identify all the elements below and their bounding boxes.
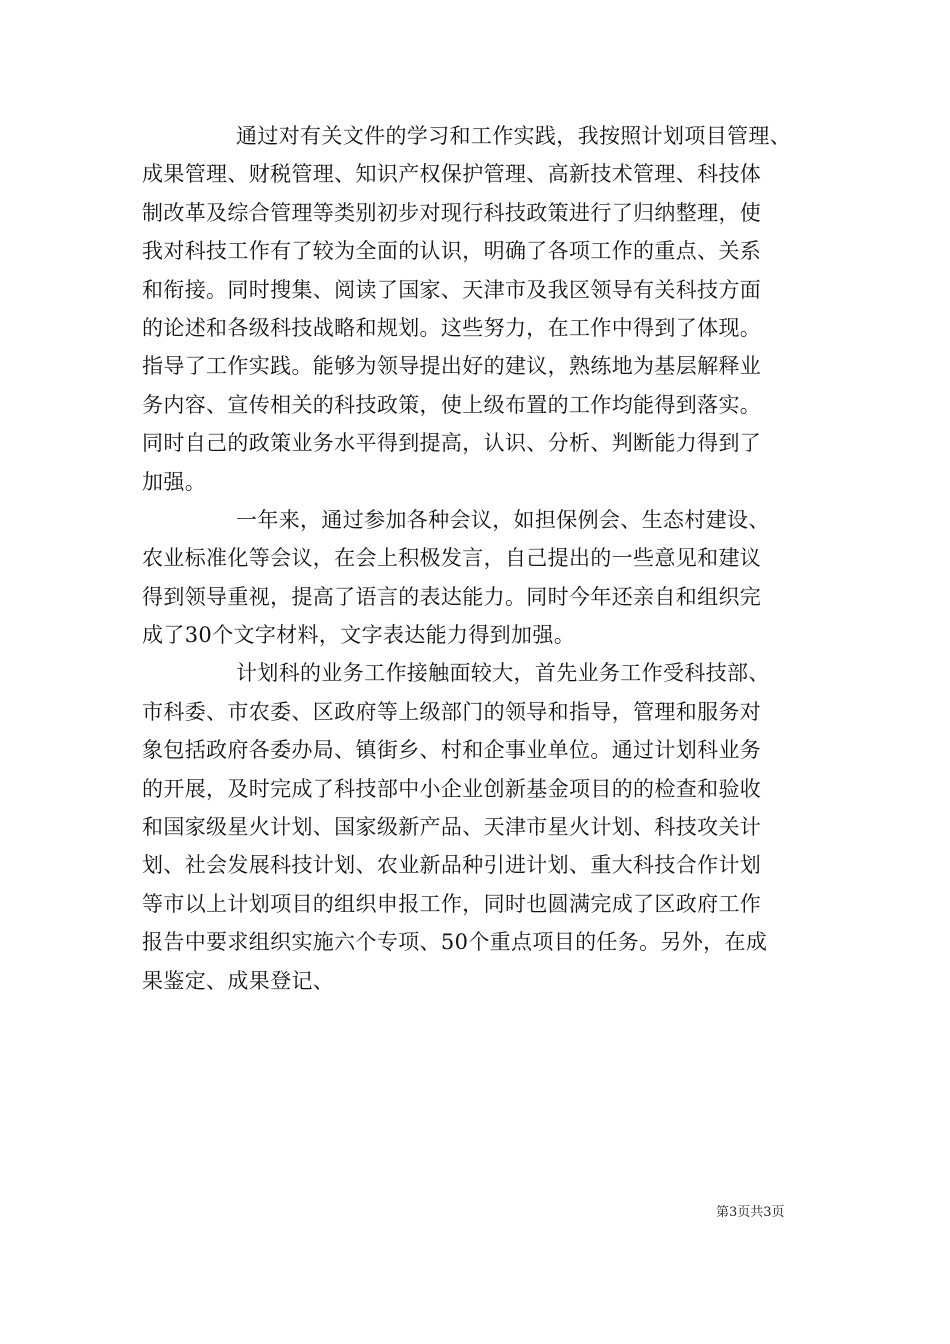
paragraph-2-line-3: 得到领导重视，提高了语言的表达能力。同时今年还亲自和组织完 bbox=[142, 584, 762, 609]
paragraph-1-line-1: 通过对有关文件的学习和工作实践，我按照计划项目管理、 bbox=[236, 124, 792, 148]
paragraph-1-line-5: 和衔接。同时搜集、阅读了国家、天津市及我区领导有关科技方面 bbox=[142, 277, 762, 302]
paragraph-3-line-5: 和国家级星火计划、国家级新产品、天津市星火计划、科技攻关计 bbox=[142, 815, 762, 840]
paragraph-3-line-6: 划、社会发展科技计划、农业新品种引进计划、重大科技合作计划 bbox=[142, 853, 762, 878]
paragraph-1-line-7: 指导了工作实践。能够为领导提出好的建议，熟练地为基层解释业 bbox=[142, 354, 762, 379]
paragraph-1-line-6: 的论述和各级科技战略和规划。这些努力，在工作中得到了体现。 bbox=[142, 315, 762, 340]
paragraph-2-line-2: 农业标准化等会议，在会上积极发言，自己提出的一些意见和建议 bbox=[142, 546, 762, 571]
paragraph-1-line-2: 成果管理、财税管理、知识产权保护管理、高新技术管理、科技体 bbox=[142, 162, 762, 187]
document-body bbox=[142, 117, 810, 1000]
paragraph-3-line-7: 等市以上计划项目的组织申报工作，同时也圆满完成了区政府工作 bbox=[142, 891, 762, 916]
paragraph-3-line-9: 果鉴定、成果登记、 bbox=[142, 968, 335, 993]
paragraph-3-line-3: 象包括政府各委办局、镇街乡、村和企事业单位。通过计划科业务 bbox=[142, 738, 762, 763]
paragraph-3-line-8: 报告中要求组织实施六个专项、50个重点项目的任务。另外，在成 bbox=[142, 930, 768, 955]
paragraph-2-line-1: 一年来，通过参加各种会议，如担保例会、生态村建设、 bbox=[236, 507, 770, 532]
paragraph-3-line-1: 计划科的业务工作接触面较大，首先业务工作受科技部、 bbox=[236, 661, 770, 686]
paragraph-1-line-3: 制改革及综合管理等类别初步对现行科技政策进行了归纳整理，使 bbox=[142, 200, 762, 225]
paragraph-1-line-8: 务内容、宣传相关的科技政策，使上级布置的工作均能得到落实。 bbox=[142, 392, 762, 417]
paragraph-3-line-4: 的开展，及时完成了科技部中小企业创新基金项目的的检查和验收 bbox=[142, 776, 762, 801]
paragraph-2-line-4: 成了30个文字材料，文字表达能力得到加强。 bbox=[142, 623, 576, 648]
paragraph-3-line-2: 市科委、市农委、区政府等上级部门的领导和指导，管理和服务对 bbox=[142, 699, 762, 724]
paragraph-1-line-9: 同时自己的政策业务水平得到提高，认识、分析、判断能力得到了 bbox=[142, 431, 762, 456]
page-number-footer: 第3页共3页 bbox=[716, 1205, 785, 1220]
paragraph-1-line-4: 我对科技工作有了较为全面的认识，明确了各项工作的重点、关系 bbox=[142, 239, 762, 264]
paragraph-1-line-10: 加强。 bbox=[142, 469, 207, 494]
